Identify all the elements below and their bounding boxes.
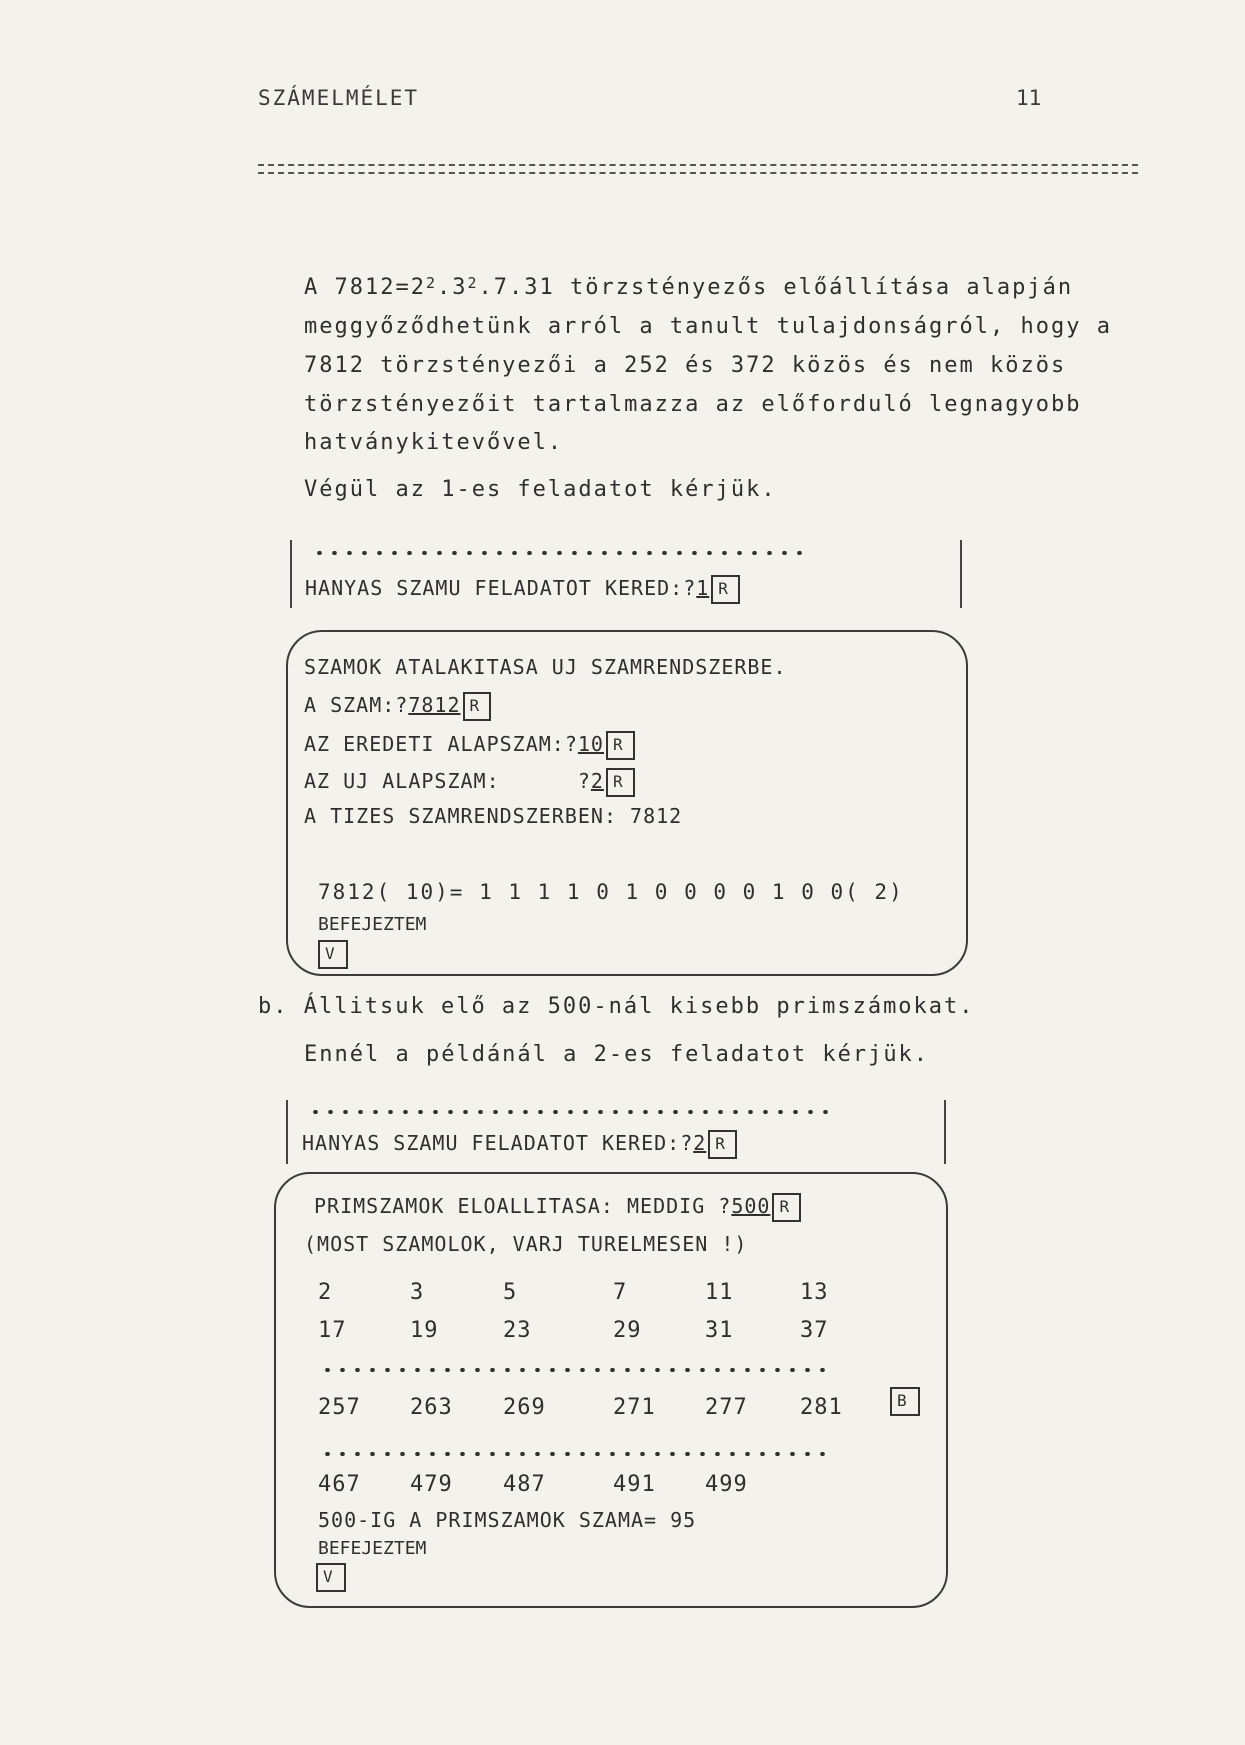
factorization-mid: .3 — [437, 275, 468, 300]
part-b-followup: Ennél a példánál a 2-es feladatot kérjük. — [304, 1042, 930, 1067]
prime-number-cell: 281 — [800, 1395, 843, 1420]
screen2-result: 7812( 10)= 1 1 1 1 0 1 0 0 0 0 1 0 0( 2) — [318, 880, 904, 904]
screen4-dots-2 — [320, 1452, 825, 1456]
screen2-title: SZAMOK ATALAKITASA UJ SZAMRENDSZERBE. — [304, 655, 787, 679]
prime-number-cell: 479 — [410, 1472, 453, 1497]
return-key-icon: R — [606, 768, 635, 797]
intro-line: törzstényezőit tartalmazza az előforduló legnagyobb — [304, 392, 1082, 417]
screen2-v-line — [316, 940, 348, 969]
prime-number-cell: 37 — [800, 1318, 829, 1343]
screen1-dots — [312, 551, 802, 555]
screen3-right-bar — [944, 1100, 946, 1164]
v-key-icon: V — [316, 1563, 346, 1592]
screen1-right-bar — [960, 540, 962, 608]
screen2-number-prompt: A SZAM:? — [304, 693, 409, 717]
part-b-line — [258, 994, 975, 1019]
screen2-base-line — [304, 731, 635, 760]
screen4-done: BEFEJEZTEM — [318, 1538, 427, 1559]
prime-number-cell: 19 — [410, 1318, 439, 1343]
b-key-icon: B — [890, 1387, 920, 1416]
v-key-icon: V — [318, 940, 348, 969]
intro-final-line: Végül az 1-es feladatot kérjük. — [304, 477, 777, 502]
screen2-done: BEFEJEZTEM — [318, 914, 427, 935]
prime-number-cell: 2 — [318, 1280, 333, 1305]
screen1-left-bar — [290, 540, 292, 608]
screen4-dots-1 — [320, 1368, 825, 1372]
prime-number-cell: 263 — [410, 1395, 453, 1420]
screen1-prompt: HANYAS SZAMU FELADATOT KERED:? — [305, 576, 697, 600]
screen4-limit: 500 — [731, 1194, 771, 1218]
intro-line: 7812 törzstényezői a 252 és 372 közös és nem közös — [304, 353, 1067, 378]
screen4-b-key-line — [888, 1387, 920, 1416]
prime-number-cell: 269 — [503, 1395, 546, 1420]
screen2-newbase-prompt: AZ UJ ALAPSZAM: ? — [304, 769, 591, 793]
prime-number-cell: 7 — [613, 1280, 628, 1305]
prime-number-cell: 11 — [705, 1280, 734, 1305]
screen3-prompt: HANYAS SZAMU FELADATOT KERED:? — [302, 1131, 694, 1155]
screen4-count: 500-IG A PRIMSZAMOK SZAMA= 95 — [318, 1508, 697, 1532]
screen2-number-value: 7812 — [408, 693, 461, 717]
return-key-icon: R — [772, 1193, 801, 1222]
screen2-newbase-line — [304, 768, 635, 797]
prime-number-cell: 31 — [705, 1318, 734, 1343]
prime-number-cell: 3 — [410, 1280, 425, 1305]
screen1-answer: 1 — [696, 576, 710, 600]
prime-number-cell: 257 — [318, 1395, 361, 1420]
intro-line: meggyőződhetünk arról a tanult tulajdonságról, hogy a — [304, 314, 1112, 339]
prime-number-cell: 277 — [705, 1395, 748, 1420]
return-key-icon: R — [711, 575, 740, 604]
screen1-prompt-line — [305, 575, 740, 604]
prime-number-cell: 13 — [800, 1280, 829, 1305]
screen2-base-prompt: AZ EREDETI ALAPSZAM:? — [304, 732, 578, 756]
screen3-answer: 2 — [693, 1131, 707, 1155]
prime-number-cell: 271 — [613, 1395, 656, 1420]
return-key-icon: R — [606, 731, 635, 760]
screen2-decimal-line: A TIZES SZAMRENDSZERBEN: 7812 — [304, 804, 683, 828]
screen3-dots — [308, 1110, 828, 1114]
prime-number-cell: 5 — [503, 1280, 518, 1305]
factorization-suffix: .7.31 törzstényezős előállítása alapján — [478, 275, 1074, 300]
header-rule — [258, 164, 1138, 174]
screen4-title-prefix: PRIMSZAMOK ELOALLITASA: MEDDIG ? — [314, 1194, 732, 1218]
screen3-prompt-line — [302, 1130, 737, 1159]
return-key-icon: R — [708, 1130, 737, 1159]
factorization-prefix: A 7812=2 — [304, 275, 426, 300]
page-number: 11 — [1016, 86, 1042, 110]
prime-number-cell: 29 — [613, 1318, 642, 1343]
page-header-title: SZÁMELMÉLET — [258, 86, 420, 110]
prime-number-cell: 17 — [318, 1318, 347, 1343]
screen3-left-bar — [286, 1100, 288, 1164]
prime-number-cell: 467 — [318, 1472, 361, 1497]
prime-number-cell: 23 — [503, 1318, 532, 1343]
exponent-1: 2 — [425, 274, 437, 292]
part-b-text: Állitsuk elő az 500-nál kisebb primszámokat. — [303, 994, 975, 1019]
prime-number-cell: 487 — [503, 1472, 546, 1497]
factorization-line — [304, 275, 1073, 300]
screen2-number-line — [304, 692, 491, 721]
return-key-icon: R — [463, 692, 492, 721]
screen2-newbase-value: 2 — [590, 769, 604, 793]
prime-number-cell: 499 — [705, 1472, 748, 1497]
screen2-base-value: 10 — [577, 732, 604, 756]
screen4-v-line — [314, 1563, 346, 1592]
prime-number-cell: 491 — [613, 1472, 656, 1497]
part-b-label: b. — [258, 994, 289, 1019]
exponent-2: 2 — [467, 274, 479, 292]
screen4-title-line — [314, 1193, 801, 1222]
intro-line: hatványkitevővel. — [304, 430, 564, 455]
screen4-wait: (MOST SZAMOLOK, VARJ TURELMESEN !) — [304, 1232, 748, 1256]
